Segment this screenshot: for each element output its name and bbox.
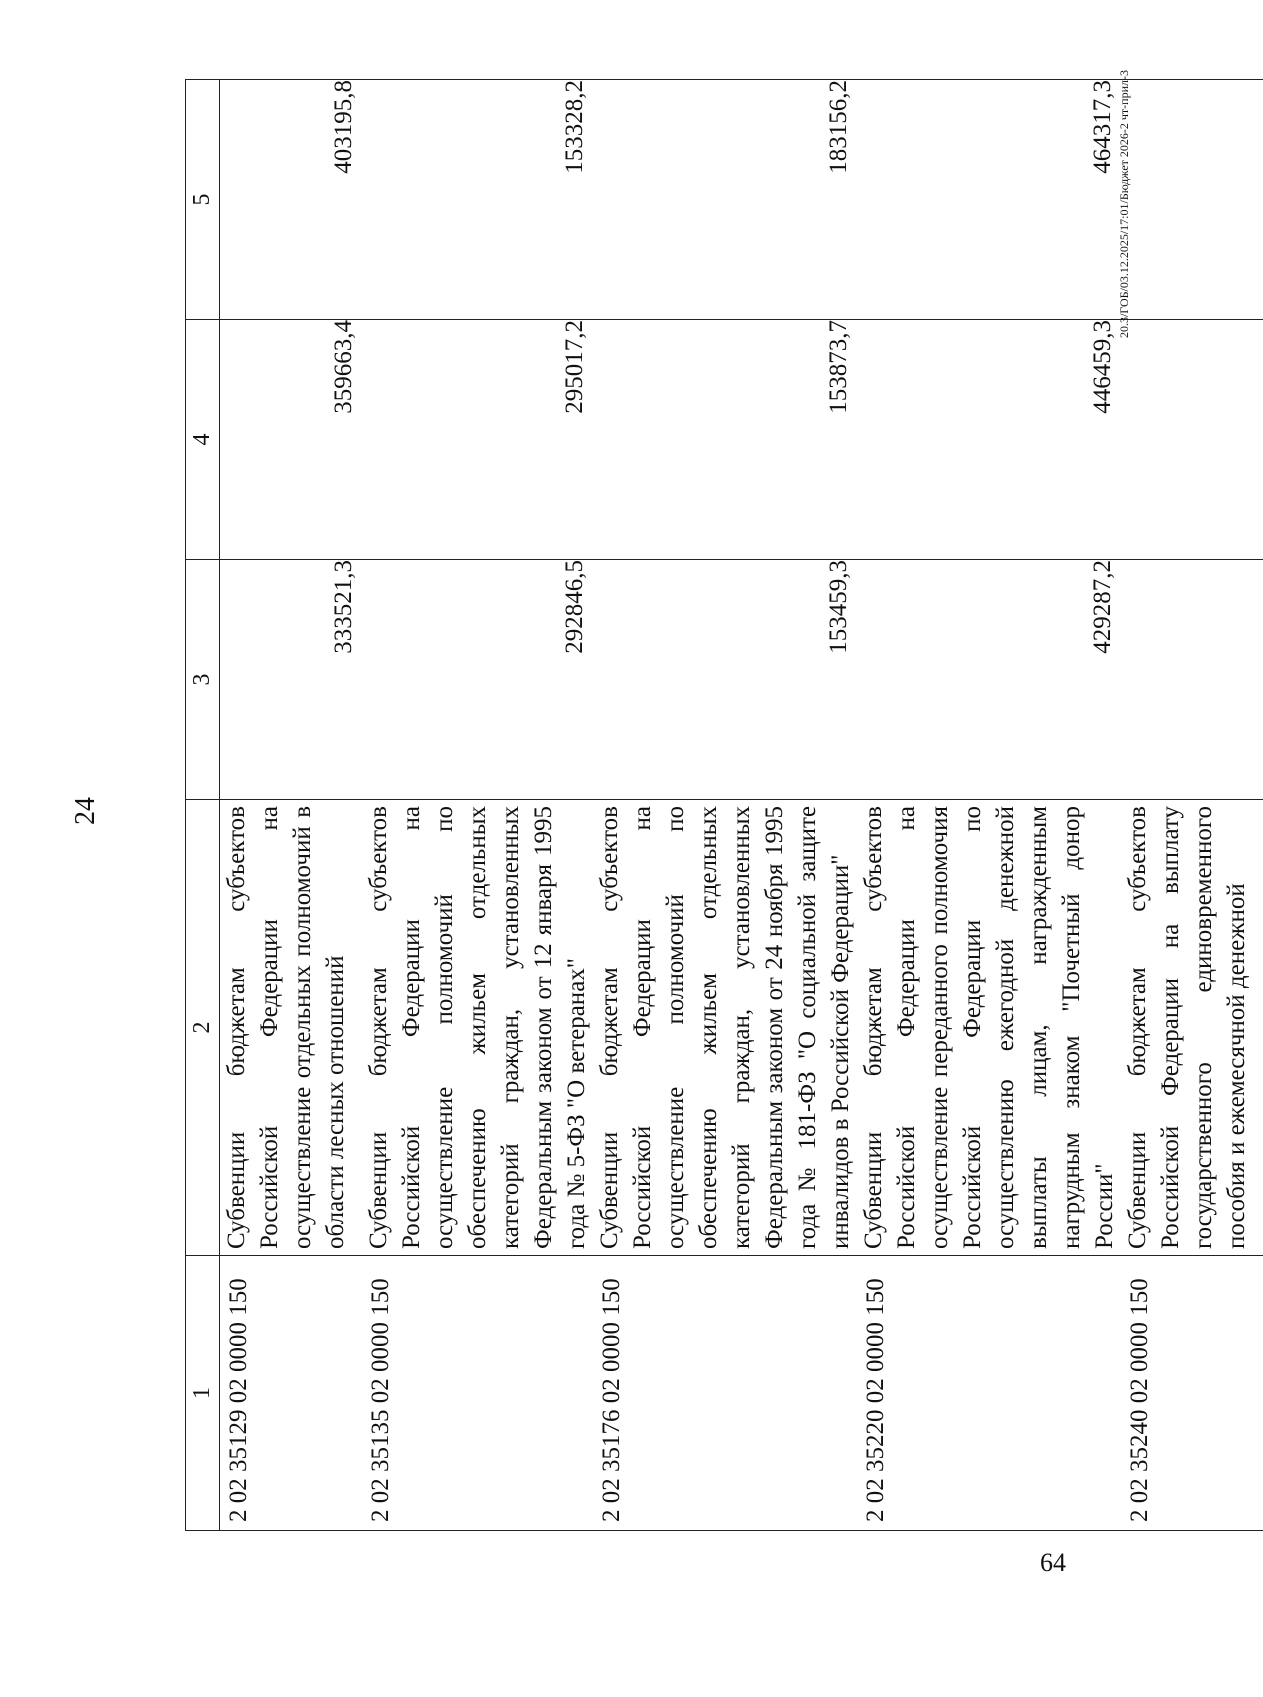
row-name: Субвенции бюджетам субъектов Российской Федерации на осуществление полномочий по обеспечению жильем отдельных категорий граждан, установленных Федеральным законом от 24 ноября 1995 года № 181-ФЗ "О социальной защите инвалидов в Российской Федерации"	[593, 800, 857, 1256]
row-name: Субвенции бюджетам субъектов Российской Федерации на осуществление переданного полномочия Российской Федерации по осуществлению ежегодной денежной выплаты лицам, награжденным нагрудным знаком "Почетный донор России"	[857, 800, 1121, 1256]
table-row	[1121, 80, 1263, 1531]
table-row	[220, 80, 363, 1531]
row-value-col5: 403195,8	[220, 80, 363, 320]
sheet-number: 64	[1040, 1548, 1066, 1577]
column-header: 5	[186, 80, 220, 320]
row-code: 2 02 35176 02 0000 150	[593, 1256, 857, 1531]
column-header: 3	[186, 560, 220, 800]
budget-table	[185, 79, 1263, 1531]
row-value-col5: 183156,2	[593, 80, 857, 320]
column-header: 2	[186, 800, 220, 1256]
row-code: 2 02 35240 02 0000 150	[1121, 1256, 1263, 1531]
row-value-col4: 359663,4	[220, 320, 363, 560]
row-value-col4: 446459,3	[857, 320, 1121, 560]
row-value-col3: 429287,2	[857, 560, 1121, 800]
table-row	[593, 80, 857, 1531]
row-code: 2 02 35129 02 0000 150	[220, 1256, 363, 1531]
row-value-col4	[1121, 320, 1263, 560]
row-value-col4: 153873,7	[593, 320, 857, 560]
row-name: Субвенции бюджетам субъектов Российской Федерации на осуществление отдельных полномочий в области лесных отношений	[220, 800, 363, 1256]
row-value-col3: 153459,3	[593, 560, 857, 800]
row-value-col5	[1121, 80, 1263, 320]
row-code: 2 02 35135 02 0000 150	[362, 1256, 593, 1531]
row-value-col5: 153328,2	[362, 80, 593, 320]
table-row	[857, 80, 1121, 1531]
row-value-col3: 292846,5	[362, 560, 593, 800]
row-value-col3: 333521,3	[220, 560, 363, 800]
column-header: 1	[186, 1256, 220, 1531]
row-value-col5: 464317,3	[857, 80, 1121, 320]
row-name: Субвенции бюджетам субъектов Российской Федерации на выплату государственного единовременного пособия и ежемесячной денежной	[1121, 800, 1263, 1256]
row-value-col4: 295017,2	[362, 320, 593, 560]
row-name: Субвенции бюджетам субъектов Российской Федерации на осуществление полномочий по обеспечению жильем отдельных категорий граждан, установленных Федеральным законом от 12 января 1995 года № 5-ФЗ "О ветеранах"	[362, 800, 593, 1256]
row-value-col3	[1121, 560, 1263, 800]
page-number: 24	[70, 797, 101, 825]
column-header: 4	[186, 320, 220, 560]
row-code: 2 02 35220 02 0000 150	[857, 1256, 1121, 1531]
document-code: 20.3/ГОБ/03.12.2025/17:01/Бюджет 2026-2 чт-прил-3	[1117, 70, 1131, 339]
table-row	[362, 80, 593, 1531]
table-header-row	[186, 80, 220, 1531]
